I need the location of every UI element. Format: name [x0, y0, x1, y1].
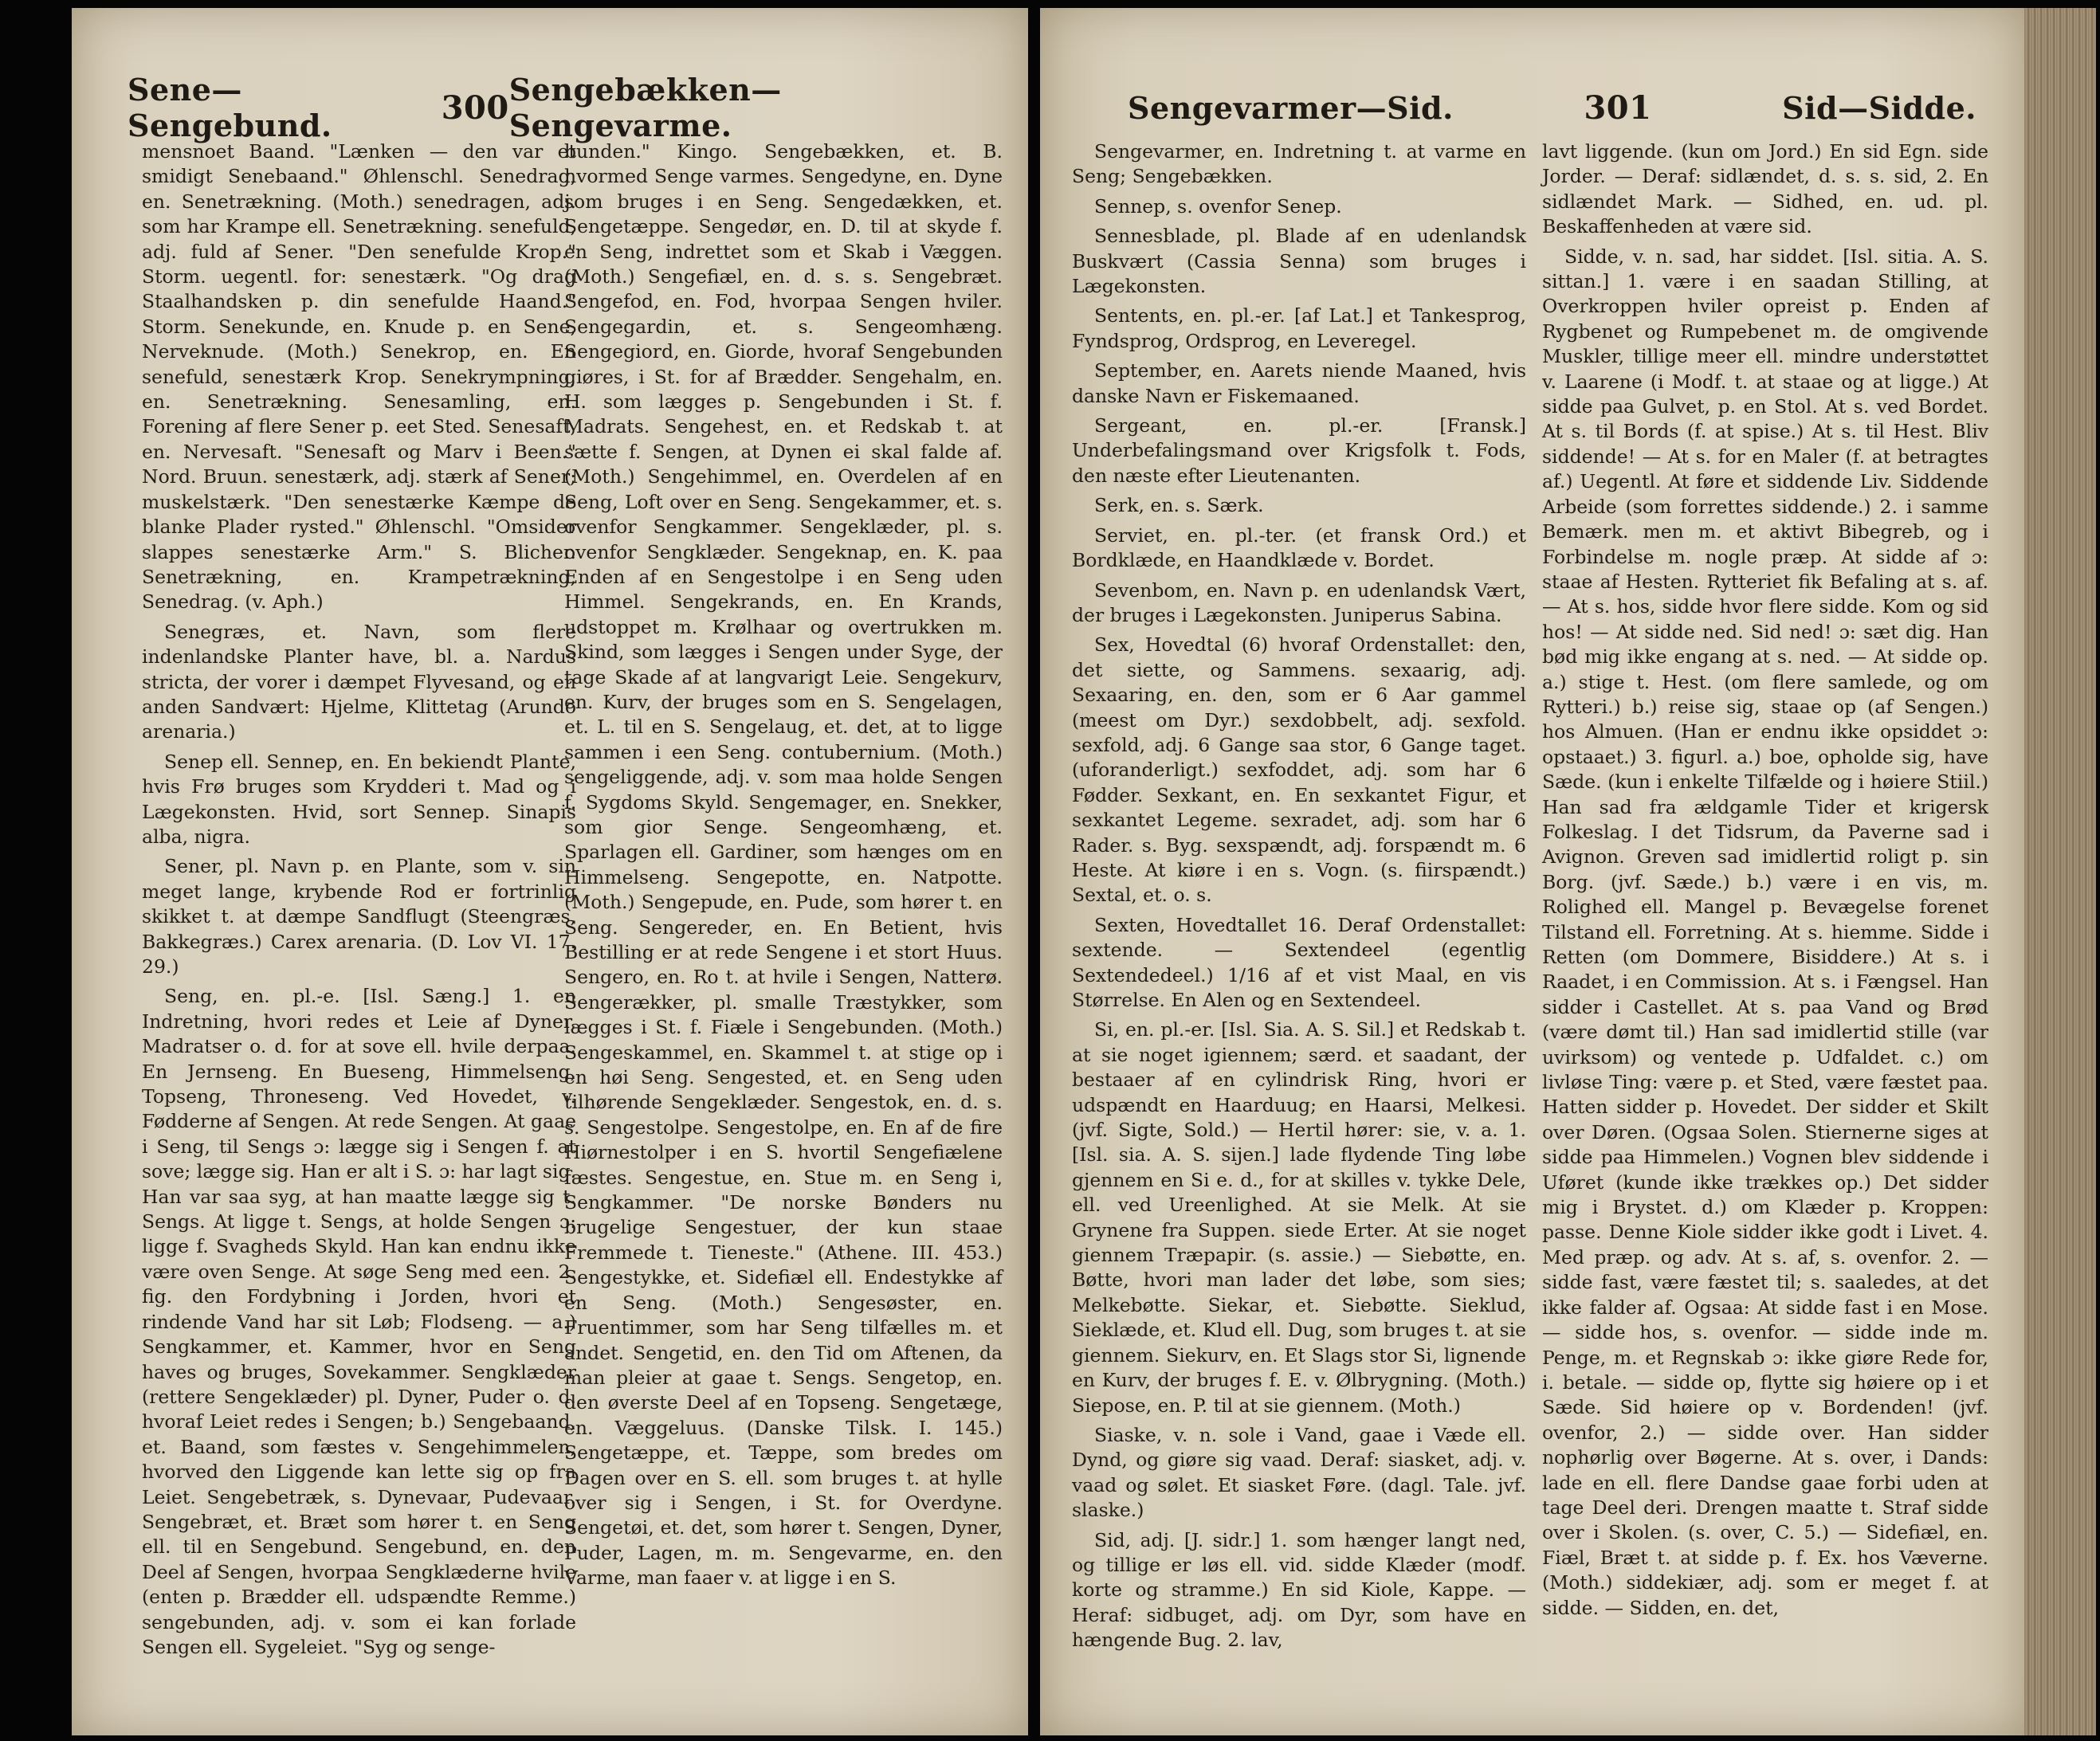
left-running-head — [128, 72, 996, 143]
left-page — [72, 8, 1028, 1735]
dictionary-entry: Sidde, v. n. sad, har siddet. [Isl. sitia. A. S. sittan.] 1. være i en saadan Stilling, at Overkroppen hviler opreist p. Enden af Rygbenet og Rumpebenet m. de omgivende Muskler, tillige meer ell. mindre understøttet v. Laarene (i Modf. t. at staae og at ligge.) At sidde paa Gulvet, p. en Stol. At s. ved Bordet. At s. til Bords (f. at spise.) At s. til Hest. Bliv siddende! — At s. for en Maler (f. at betragtes af.) Uegentl. At føre et siddende Liv. Siddende Arbeide (som forrettes siddende.) 2. i samme Bemærk. men m. et aktivt Bibegreb, og i Forbindelse m. nogle præp. At sidde af ɔ: staae af Hesten. Rytteriet fik Befaling at s. af. — At s. hos, sidde hvor flere sidde. Kom og sid hos! — At sidde ned. Sid ned! ɔ: sæt dig. Han bød mig ikke engang at s. ned. — At sidde op. a.) stige t. Hest. (om flere samlede, og om Rytteri.) b.) reise sig, staae op (af Sengen.) hos Almuen. (Han er endnu ikke opsiddet ɔ: opstaaet.) 3. figurl. a.) boe, opholde sig, have Sæde. (kun i enkelte Tilfælde og i høiere Stiil.) Han sad fra ældgamle Tider et krigersk Folkeslag. I det Tidsrum, da Paverne sad i Avignon. Greven sad imidlertid roligt p. sin Borg. (jvf. Sæde.) b.) være i en vis, m. Rolighed ell. Mangel p. Bevægelse forenet Tilstand ell. Forretning. At s. hiemme. Sidde i Retten (om Dommere, Bisiddere.) At s. i Raadet, i en Commission. At s. i Fængsel. Han sidder i Castellet. At s. paa Vand og Brød (være dømt til.) Han sad imidlertid stille (var uvirksom) og ventede p. Udfaldet. c.) om livløse Ting: være p. et Sted, være fæstet paa. Hatten sidder p. Hovedet. Der sidder et Skilt over Døren. (Ogsaa Solen. Stiernerne siges at sidde paa Himmelen.) Vognen blev siddende i Uføret (kunde ikke trækkes op.) Det sidder mig i Brystet. d.) om Klæder p. Kroppen: passe. Denne Kiole sidder ikke godt i Livet. 4. Med præp. og adv. At s. af, s. ovenfor. 2. — sidde fast, være fæstet til; s. saaledes, at det ikke falder af. Ogsaa: At sidde fast i en Mose. — sidde hos, s. ovenfor. — sidde inde m. Penge, m. et Regnskab ɔ: ikke giøre Rede for, i. betale. — sidde op, flytte sig høiere op i et Sæde. Sid høiere op v. Bordenden! (jvf. ovenfor, 2.) — sidde over. Han sidder nophørlig over Bøgerne. At s. over, i Dands: lade en ell. flere Dandse gaae forbi uden at tage Deel deri. Drengen maatte t. Straf sidde over i Skolen. (s. over, C. 5.) — Sidefiæl, en. Fiæl, Bræt t. at sidde p. f. Ex. hos Væverne. (Moth.) siddekiær, adj. som er meget f. at sidde. — Sidden, en. det, — [1542, 245, 1988, 1619]
dictionary-entry: mensnoet Baand. "Lænken — den var et smidigt Senebaand." Øhlenschl. Senedrag, en. Senetrækning. (Moth.) senedragen, adj. som har Krampe ell. Senetrækning. senefuld, adj. fuld af Sener. "Den senefulde Krop." Storm. uegentl. for: senestærk. "Og drag Staalhandsken p. din senefulde Haand." Storm. Senekunde, en. Knude p. en Sene, Nerveknude. (Moth.) Senekrop, en. En senefuld, senestærk Krop. Senekrympning, en. Senetrækning. Senesamling, en. Forening af flere Sener p. eet Sted. Senesaft, en. Nervesaft. "Senesaft og Marv i Been." Nord. Bruun. senestærk, adj. stærk af Sener; muskelstærk. "Den senestærke Kæmpe de blanke Plader rysted." Øhlenschl. "Omsider slappes senestærke Arm." S. Blicher. Senetrækning, en. Krampetrækning, Senedrag. (v. Aph.) — [142, 140, 576, 614]
dictionary-entry: Sener, pl. Navn p. en Plante, som v. sin meget lange, krybende Rod er fortrinlig skikket t. at dæmpe Sandflugt (Steengræs, Bakkegræs.) Carex arenaria. (D. Lov VI. 17. 29.) — [142, 855, 576, 978]
dictionary-entry: Sergeant, en. pl.-er. [Fransk.] Underbefalingsmand over Krigsfolk t. Fods, den næste efter Lieutenanten. — [1072, 414, 1526, 487]
dictionary-entry: Sevenbom, en. Navn p. en udenlandsk Vært, der bruges i Lægekonsten. Juniperus Sabina. — [1072, 578, 1526, 626]
right-column-1 — [1072, 139, 1526, 1719]
dictionary-entry: Serviet, en. pl.-ter. (et fransk Ord.) et Bordklæde, en Haandklæde v. Bordet. — [1072, 523, 1526, 572]
dictionary-entry: bunden." Kingo. Sengebækken, et. B. hvormed Senge varmes. Sengedyne, en. Dyne som bruges i en Seng. Sengedækken, et. Sengetæppe. Sengedør, en. D. til at skyde f. en Seng, indrettet som et Skab i Væggen. (Moth.) Sengefiæl, en. d. s. s. Sengebræt. Sengefod, en. Fod, hvorpaa Sengen hviler. Sengegardin, et. s. Sengeomhæng. Sengegiord, en. Giorde, hvoraf Sengebunden giøres, i St. for af Brædder. Sengehalm, en. H. som lægges p. Sengebunden i St. f. Madrats. Sengehest, en. et Redskab t. at sætte f. Sengen, at Dynen ei skal falde af. (Moth.) Sengehimmel, en. Overdelen af en Seng, Loft over en Seng. Sengekammer, et. s. ovenfor Sengkammer. Sengeklæder, pl. s. ovenfor Sengklæder. Sengeknap, en. K. paa Enden af en Sengestolpe i en Seng uden Himmel. Sengekrands, en. En Krands, udstoppet m. Krølhaar og overtrukken m. Skind, som lægges i Sengen under Syge, der tage Skade af at langvarigt Leie. Sengekurv, en. Kurv, der bruges som en S. Sengelagen, et. L. til en S. Sengelaug, et. det, at to ligge sammen i een Seng. contubernium. (Moth.) sengeliggende, adj. v. som maa holde Sengen f. Sygdoms Skyld. Sengemager, en. Snekker, som gior Senge. Sengeomhæng, et. Sparlagen ell. Gardiner, som hænges om en Himmelseng. Sengepotte, en. Natpotte. (Moth.) Sengepude, en. Pude, som hører t. en Seng. Sengereder, en. En Betient, hvis Bestilling er at rede Sengene i et stort Huus. Sengero, en. Ro t. at hvile i Sengen, Natterø. Sengerækker, pl. smalle Træstykker, som lægges i St. f. Fiæle i Sengebunden. (Moth.) Sengeskammel, en. Skammel t. at stige op i en høi Seng. Sengested, et. en Seng uden tilhørende Sengeklæder. Sengestok, en. d. s. s. Sengestolpe. Sengestolpe, en. En af de fire Hiørnestolper i en S. hvortil Sengefiælene fæstes. Sengestue, en. Stue m. en Seng i, Sengkammer. "De norske Bønders nu brugelige Sengestuer, der kun staae Fremmede t. Tieneste." (Athene. III. 453.) Sengestykke, et. Sidefiæl ell. Endestykke af en Seng. (Moth.) Sengesøster, en. Fruentimmer, som har Seng tilfælles m. et andet. Sengetid, en. den Tid om Aftenen, da man pleier at gaae t. Sengs. Sengetop, en. den øverste Deel af en Topseng. Sengetæge, en. Væggeluus. (Danske Tilsk. I. 145.) Sengetæppe, et. Tæppe, som bredes om Dagen over en S. ell. som bruges t. at hylle over sig i Sengen, i St. for Overdyne. Sengetøi, et. det, som hører t. Sengen, Dyner, Puder, Lagen, m. m. Sengevarme, en. den Varme, man faaer v. at ligge i en S. — [564, 140, 1003, 1590]
dictionary-entry: Sid, adj. [J. sidr.] 1. som hænger langt ned, og tillige er løs ell. vid. sidde Klæder (modf. korte og stramme.) En sid Kiole, Kappe. — Heraf: sidbuget, adj. om Dyr, som have en hængende Bug. 2. lav, — [1072, 1528, 1526, 1652]
dictionary-entry: Senegræs, et. Navn, som flere indenlandske Planter have, bl. a. Nardus stricta, der vorer i dæmpet Flyvesand, og en anden Sandvært: Hjelme, Klittetag (Arundo arenaria.) — [142, 620, 576, 743]
right-page — [1040, 8, 2024, 1735]
left-head-last: Sengebækken—Sengevarme. — [508, 72, 782, 143]
dictionary-entry: September, en. Aarets niende Maaned, hvis danske Navn er Fiskemaaned. — [1072, 359, 1526, 407]
dictionary-entry: lavt liggende. (kun om Jord.) En sid Egn. side Jorder. — Deraf: sidlændet, d. s. s. sid, 2. En sidlændet Mark. — Sidhed, en. ud. pl. Beskaffenheden at være sid. — [1542, 140, 1988, 238]
dictionary-entry: Sentents, en. pl.-er. [af Lat.] et Tankesprog, Fyndsprog, Ordsprog, en Leveregel. — [1072, 304, 1526, 352]
right-page-number: 301 — [1584, 88, 1652, 127]
dictionary-entry: Sex, Hovedtal (6) hvoraf Ordenstallet: den, det siette, og Sammens. sexaarig, adj. Sexaaring, en. den, som er 6 Aar gammel (meest om Dyr.) sexdobbelt, adj. sexfold. sexfold, adj. 6 Gange saa stor, 6 Gange taget. (uforanderligt.) sexfoddet, adj. som har 6 Fødder. Sexkant, en. En sexkantet Figur, et sexkantet Legeme. sexradet, adj. som har 6 Rader. s. Byg. sexspændt, adj. forspændt m. 6 Heste. At kiøre i en s. Vogn. (s. fiirspændt.) Sextal, et. o. s. — [1072, 633, 1526, 907]
dictionary-entry: Seng, en. pl.-e. [Isl. Sæng.] 1. en Indretning, hvori redes et Leie af Dyner, Madratser o. d. for at sove ell. hvile derpaa. En Jernseng. En Bueseng, Himmelseng, Topseng, Throneseng. Ved Hovedet, v. Fødderne af Sengen. At rede Sengen. At gaae i Seng, til Sengs ɔ: lægge sig i Sengen f. at sove; lægge sig. Han er alt i S. ɔ: har lagt sig. Han var saa syg, at han maatte lægge sig t. Sengs. At ligge t. Sengs, at holde Sengen ɔ: ligge f. Svagheds Skyld. Han kan endnu ikke være oven Senge. At søge Seng med een. 2. fig. den Fordybning i Jorden, hvori et rindende Vand har sit Løb; Flodseng. — a.) Sengkammer, et. Kammer, hvor en Seng haves og bruges, Sovekammer. Sengklæder (rettere Sengeklæder) pl. Dyner, Puder o. d. hvoraf Leiet redes i Sengen; b.) Sengebaand, et. Baand, som fæstes v. Sengehimmelen, hvorved den Liggende kan lette sig op fra Leiet. Sengebetræk, s. Dynevaar, Pudevaar. Sengebræt, et. Bræt som hører t. en Seng ell. til en Sengebund. Sengebund, en. den Deel af Sengen, hvorpaa Sengklæderne hvile (enten p. Brædder ell. udspændte Remme.) sengebunden, adj. v. som ei kan forlade Sengen ell. Sygeleiet. "Syg og senge- — [142, 985, 576, 1658]
left-page-number: 300 — [441, 88, 509, 127]
left-column-2 — [564, 139, 1003, 1719]
left-column-1 — [142, 139, 576, 1719]
right-running-head — [1128, 84, 1976, 131]
dictionary-entry: Sennep, s. ovenfor Senep. — [1094, 194, 1342, 218]
book-page-edges — [2024, 8, 2096, 1735]
right-head-last: Sid—Sidde. — [1782, 89, 1976, 126]
dictionary-entry: Serk, en. s. Særk. — [1094, 494, 1264, 517]
dictionary-entry: Sengevarmer, en. Indretning t. at varme en Seng; Sengebækken. — [1072, 140, 1526, 188]
right-head-first: Sengevarmer—Sid. — [1128, 89, 1454, 126]
dictionary-entry: Siaske, v. n. sole i Vand, gaae i Væde ell. Dynd, og giøre sig vaad. Deraf: siasket, adj. v. vaad og sølet. Et siasket Føre. (dagl. Tale. jvf. slaske.) — [1072, 1423, 1526, 1522]
dictionary-entry: Sexten, Hovedtallet 16. Deraf Ordenstallet: sextende. — Sextendeel (egentlig Sextendedeel.) 1/16 af et vist Maal, en vis Størrelse. En Alen og en Sextendeel. — [1072, 913, 1526, 1011]
dictionary-entry: Sennesblade, pl. Blade af en udenlandsk Buskvært (Cassia Senna) som bruges i Lægekonsten. — [1072, 225, 1526, 298]
left-head-first: Sene—Sengebund. — [128, 72, 332, 143]
dictionary-entry: Senep ell. Sennep, en. En bekiendt Plante, hvis Frø bruges som Krydderi t. Mad og i Lægekonsten. Hvid, sort Sennep. Sinapis alba, nigra. — [142, 750, 576, 848]
right-column-2 — [1542, 139, 1988, 1719]
dictionary-entry: Si, en. pl.-er. [Isl. Sia. A. S. Sil.] et Redskab t. at sie noget igiennem; særd. et saadant, der bestaaer af en cylindrisk Ring, hvori er udspændt en Haarduug; en Haarsi, Melkesi. (jvf. Sigte, Sold.) — Hertil hører: sie, v. a. 1. [Isl. sia. A. S. sijen.] lade flydende Ting løbe gjennem en Si e. d., for at skilles v. tykke Dele, ell. ved Ureenlighed. At sie Melk. At sie Grynene fra Suppen. siede Erter. At sie noget giennem Træpapir. (s. assie.) — Siebøtte, en. Bøtte, hvori man lader det løbe, som sies; Melkebøtte. Siekar, et. Siebøtte. Sieklud, Sieklæde, et. Klud ell. Dug, som bruges t. at sie giennem. Siekurv, en. Et Slags stor Si, lignende en Kurv, der bruges f. E. v. Ølbrygning. (Moth.) Siepose, en. P. til at sie giennem. (Moth.) — [1072, 1018, 1526, 1417]
